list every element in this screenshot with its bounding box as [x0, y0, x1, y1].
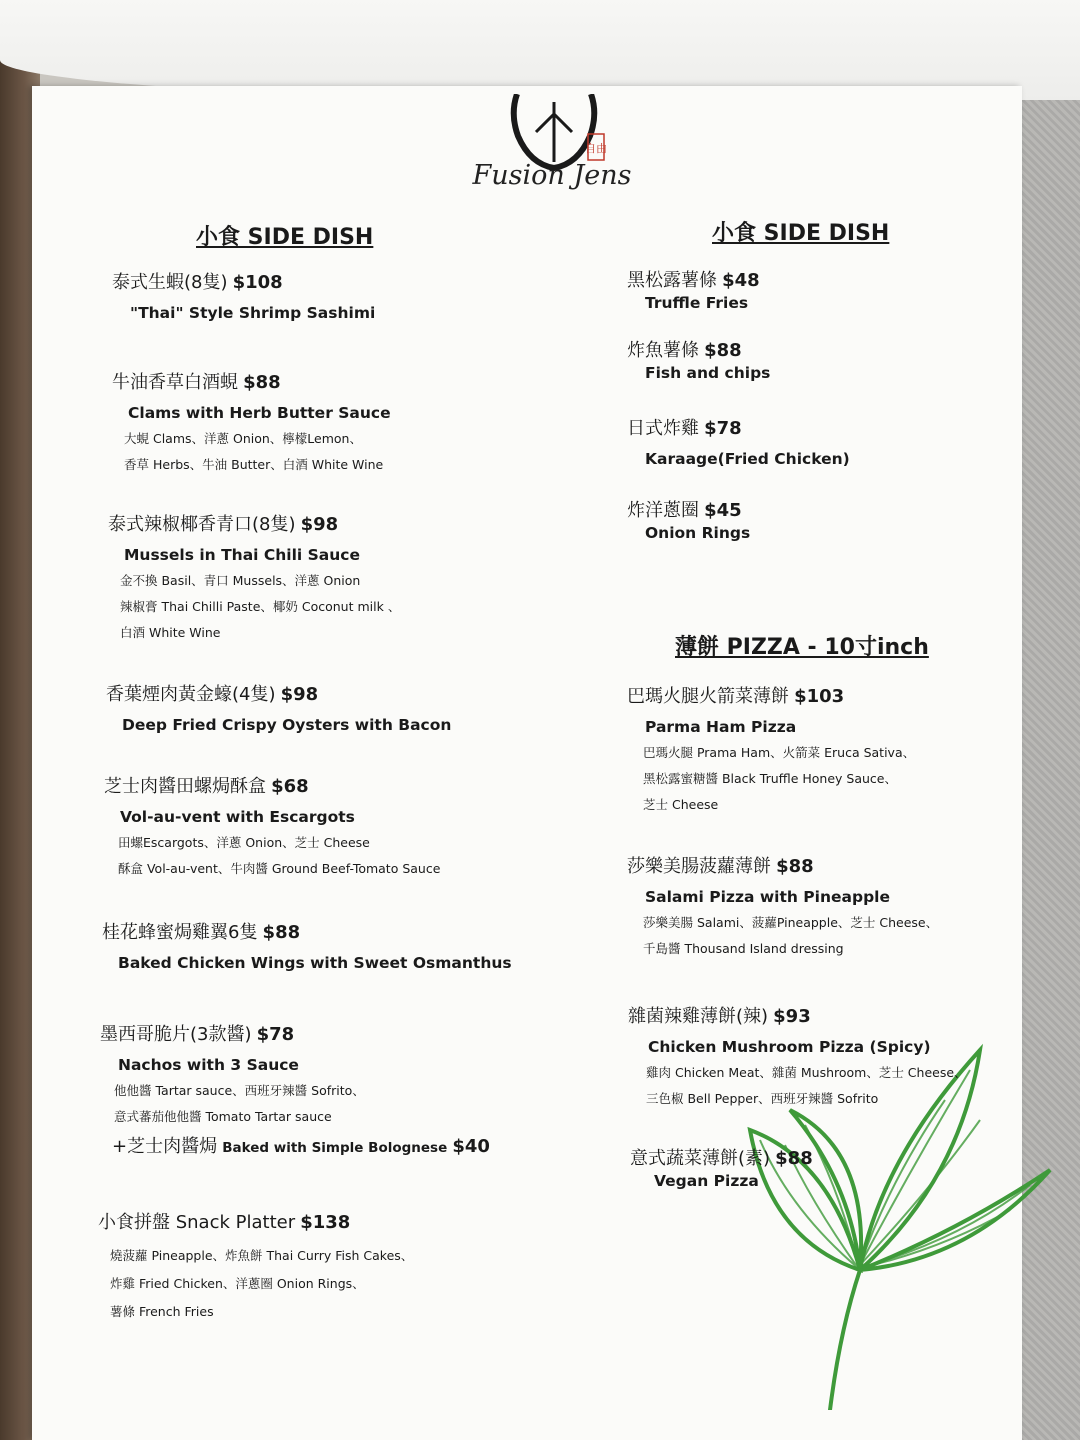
item-price: $78 — [704, 418, 742, 439]
addon-price: $40 — [452, 1136, 490, 1157]
item-price: $68 — [271, 776, 309, 797]
item-price: $98 — [300, 514, 339, 535]
item-english: Chicken Mushroom Pizza (Spicy) — [648, 1038, 931, 1056]
item-name: 雜菌辣雞薄餅(辣) — [628, 1006, 769, 1027]
item-price: $138 — [300, 1212, 351, 1233]
item-name: 炸魚薯條 — [627, 340, 699, 361]
item-ingredients: 他他醬 Tartar sauce、西班牙辣醬 Sofrito、 — [114, 1083, 365, 1098]
item-price: $88 — [243, 372, 281, 393]
item-ingredients: 黑松露蜜糖醬 Black Truffle Honey Sauce、 — [643, 771, 897, 786]
item-name: 牛油香草白酒蜆 — [112, 372, 238, 393]
item-name: 墨西哥脆片(3款醬) — [100, 1024, 252, 1045]
item-name: 桂花蜂蜜焗雞翼6隻 — [102, 922, 258, 943]
menu-item — [98, 1208, 413, 1326]
item-english: Karaage(Fried Chicken) — [645, 450, 850, 468]
item-ingredients: 意式蕃茄他他醬 Tomato Tartar sauce — [114, 1109, 332, 1124]
item-ingredients: 雞肉 Chicken Meat、雜菌 Mushroom、芝士 Cheese、 — [646, 1065, 967, 1080]
item-english: Deep Fried Crispy Oysters with Bacon — [122, 716, 452, 734]
item-ingredients: 炸雞 Fried Chicken、洋蔥圈 Onion Rings、 — [110, 1276, 365, 1291]
menu-item — [106, 680, 451, 734]
item-ingredients: 芝士 Cheese — [643, 797, 719, 812]
item-price: $103 — [794, 686, 845, 707]
item-name: 巴瑪火腿火箭菜薄餅 — [627, 686, 789, 707]
addon-english: Baked with Simple Bolognese — [222, 1140, 448, 1156]
item-ingredients: 燒菠蘿 Pineapple、炸魚餅 Thai Curry Fish Cakes、 — [110, 1248, 414, 1263]
item-ingredients: 薯條 French Fries — [110, 1304, 214, 1319]
item-ingredients: 酥盒 Vol-au-vent、牛肉醬 Ground Beef-Tomato Sauce — [118, 861, 441, 876]
item-english: Nachos with 3 Sauce — [118, 1056, 299, 1074]
menu-item — [627, 496, 750, 542]
pizza-section-title: 薄餅 PIZZA - 10寸inch — [675, 635, 929, 660]
addon-line — [112, 1132, 490, 1158]
item-english: Baked Chicken Wings with Sweet Osmanthus — [118, 954, 512, 972]
menu-item — [628, 1002, 967, 1112]
menu-item — [112, 268, 375, 322]
menu-item — [627, 682, 915, 818]
menu-item — [627, 414, 850, 468]
item-english: Clams with Herb Butter Sauce — [128, 404, 391, 422]
item-ingredients: 香草 Herbs、牛油 Butter、白酒 White Wine — [124, 457, 384, 472]
item-price: $78 — [256, 1024, 295, 1045]
item-price: $98 — [280, 684, 319, 705]
brand-name: Fusion Jens — [472, 160, 632, 191]
item-name: 泰式生蝦(8隻) — [112, 272, 228, 293]
menu-item — [630, 1144, 813, 1190]
item-price: $88 — [704, 340, 742, 361]
item-name: 意式蔬菜薄餅(素) — [630, 1148, 771, 1169]
addon-name: +芝士肉醬焗 — [112, 1136, 218, 1157]
item-english: Vegan Pizza — [654, 1172, 759, 1190]
item-english: Onion Rings — [645, 524, 751, 542]
menu-item — [104, 772, 440, 882]
item-english: Parma Ham Pizza — [645, 718, 797, 736]
item-ingredients: 金不換 Basil、青口 Mussels、洋蔥 Onion — [120, 573, 361, 588]
item-ingredients: 千島醬 Thousand Island dressing — [643, 941, 844, 956]
item-price: $108 — [232, 272, 283, 293]
item-name: 芝士肉醬田螺焗酥盒 — [104, 776, 266, 797]
item-name: 香葉煙肉黃金蠔(4隻) — [106, 684, 276, 705]
menu-item — [108, 510, 400, 646]
item-ingredients: 大蜆 Clams、洋蔥 Onion、檸檬Lemon、 — [124, 431, 362, 446]
item-price: $48 — [722, 270, 760, 291]
left-section-title: 小食 SIDE DISH — [196, 225, 374, 250]
menu-item — [627, 852, 938, 962]
menu-item — [112, 368, 391, 478]
item-ingredients: 白酒 White Wine — [120, 625, 221, 640]
item-price: $88 — [776, 856, 814, 877]
right-section-title: 小食 SIDE DISH — [712, 221, 890, 246]
item-ingredients: 辣椒膏 Thai Chilli Paste、椰奶 Coconut milk 、 — [120, 599, 401, 614]
item-english: Vol-au-vent with Escargots — [120, 808, 355, 826]
item-ingredients: 莎樂美腸 Salami、菠蘿Pineapple、芝士 Cheese、 — [643, 915, 939, 930]
item-price: $45 — [704, 500, 742, 521]
item-name: 莎樂美腸菠蘿薄餅 — [627, 856, 771, 877]
logo-seal: 自由 — [585, 142, 607, 155]
previous-page-edge — [0, 0, 1080, 100]
item-english: Truffle Fries — [645, 294, 749, 312]
item-english: Mussels in Thai Chili Sauce — [124, 546, 360, 564]
item-name: 炸洋蔥圈 — [627, 500, 699, 521]
item-ingredients: 田螺Escargots、洋蔥 Onion、芝士 Cheese — [118, 835, 370, 850]
item-name: 日式炸雞 — [627, 418, 699, 439]
item-ingredients: 巴瑪火腿 Prama Ham、火箭菜 Eruca Sativa、 — [643, 745, 916, 760]
item-price: $93 — [773, 1006, 811, 1027]
item-name: 黑松露薯條 — [627, 270, 717, 291]
item-english: "Thai" Style Shrimp Sashimi — [130, 304, 376, 322]
item-price: $88 — [262, 922, 301, 943]
item-price: $88 — [775, 1148, 813, 1169]
item-name: 泰式辣椒椰香青口(8隻) — [108, 514, 296, 535]
item-english: Fish and chips — [645, 364, 771, 382]
item-english: Salami Pizza with Pineapple — [645, 888, 890, 906]
menu-item — [100, 1020, 490, 1158]
menu-item — [102, 918, 512, 972]
item-ingredients: 三色椒 Bell Pepper、西班牙辣醬 Sofrito — [646, 1091, 879, 1106]
menu-item — [627, 266, 760, 312]
item-name: 小食拼盤 Snack Platter — [98, 1212, 296, 1233]
menu-item — [627, 336, 770, 382]
